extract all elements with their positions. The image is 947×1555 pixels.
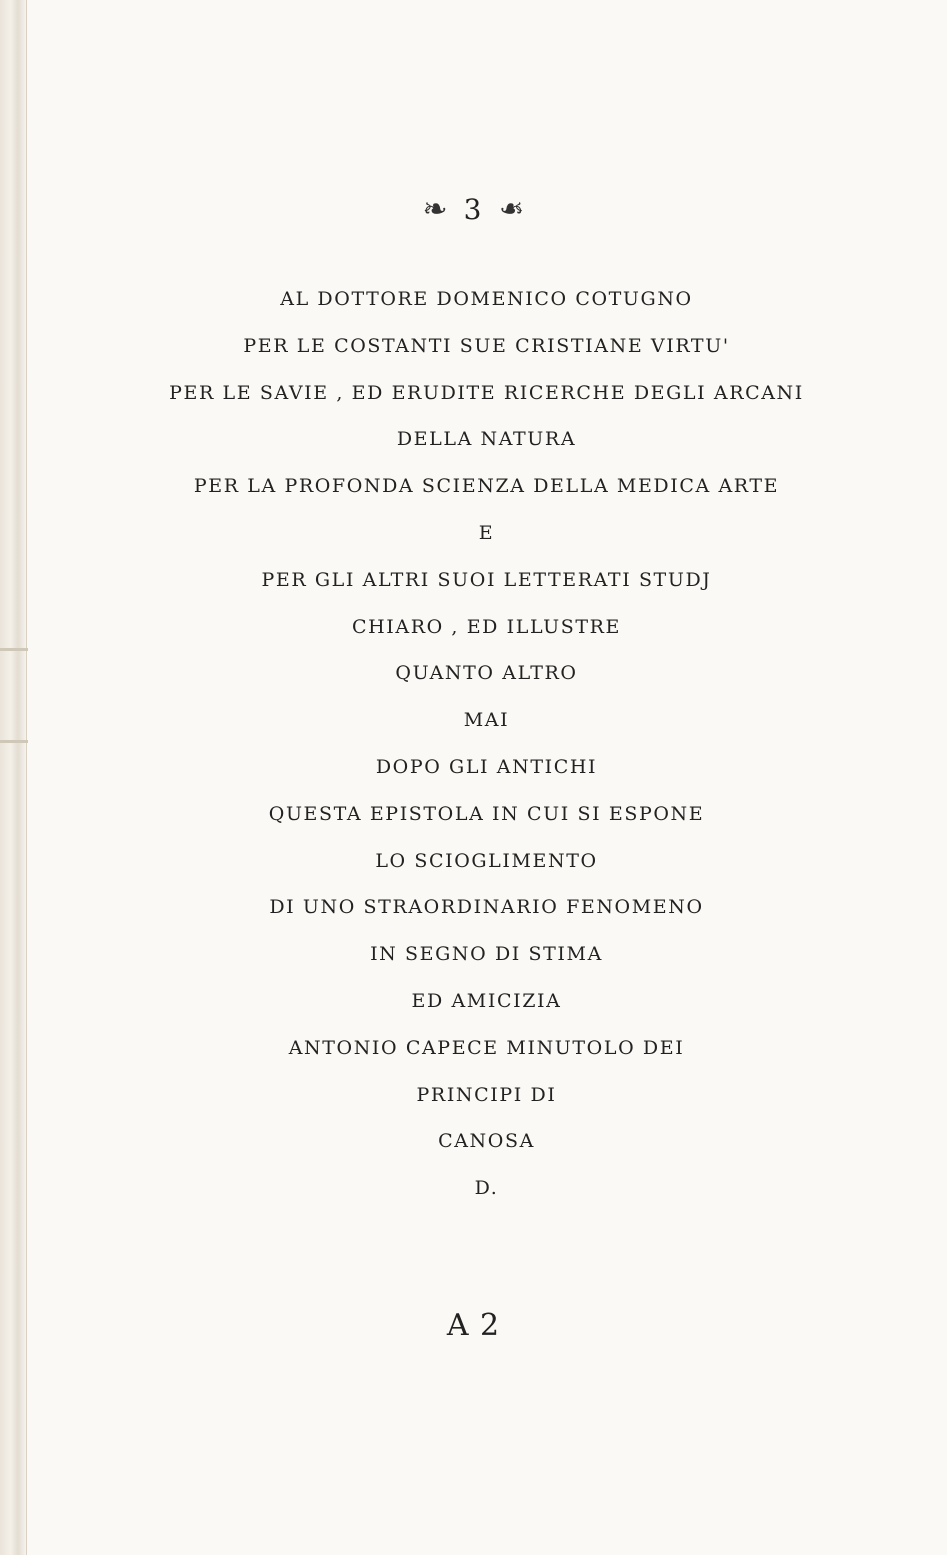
dedication-line: LO SCIOGLIMENTO — [375, 849, 598, 872]
dedication-line: DELLA NATURA — [396, 428, 577, 451]
left-ornament-icon: ❧ — [422, 191, 450, 227]
signature-mark: A 2 — [446, 1308, 501, 1343]
dedication-line: QUANTO ALTRO — [395, 662, 578, 685]
dedication-line: PER LE COSTANTI SUE CRISTIANE VIRTU' — [243, 334, 730, 357]
dedication-line: D. — [474, 1177, 499, 1200]
dedication-line: ED AMICIZIA — [411, 989, 562, 1012]
dedication-line: AL DOTTORE DOMENICO COTUGNO — [280, 288, 693, 310]
binding-stitch — [0, 648, 28, 651]
dedication-line: IN SEGNO DI STIMA — [370, 943, 603, 966]
dedication-text — [26, 282, 947, 1218]
dedication-line: DOPO GLI ANTICHI — [375, 755, 598, 778]
dedication-line: E — [478, 521, 495, 544]
dedication-line: PRINCIPI DI — [416, 1083, 557, 1106]
dedication-line: PER LE SAVIE , ED ERUDITE RICERCHE DEGLI ARCANI — [169, 381, 804, 404]
dedication-line: PER LA PROFONDA SCIENZA DELLA MEDICA ARTE — [193, 475, 780, 498]
dedication-line: DI UNO STRAORDINARIO FENOMENO — [269, 896, 704, 919]
binding-stitch — [0, 740, 28, 743]
dedication-line: PER GLI ALTRI SUOI LETTERATI STUDJ — [261, 568, 712, 591]
dedication-line: MAI — [463, 709, 510, 732]
dedication-line: ANTONIO CAPECE MINUTOLO DEI — [288, 1036, 685, 1059]
right-ornament-icon: ❧ — [497, 191, 525, 227]
dedication-line: CHIARO , ED ILLUSTRE — [351, 615, 622, 638]
page-header — [0, 190, 947, 227]
page-number: 3 — [463, 192, 484, 226]
dedication-line: CANOSA — [438, 1130, 535, 1153]
dedication-line: QUESTA EPISTOLA IN CUI SI ESPONE — [268, 802, 705, 825]
